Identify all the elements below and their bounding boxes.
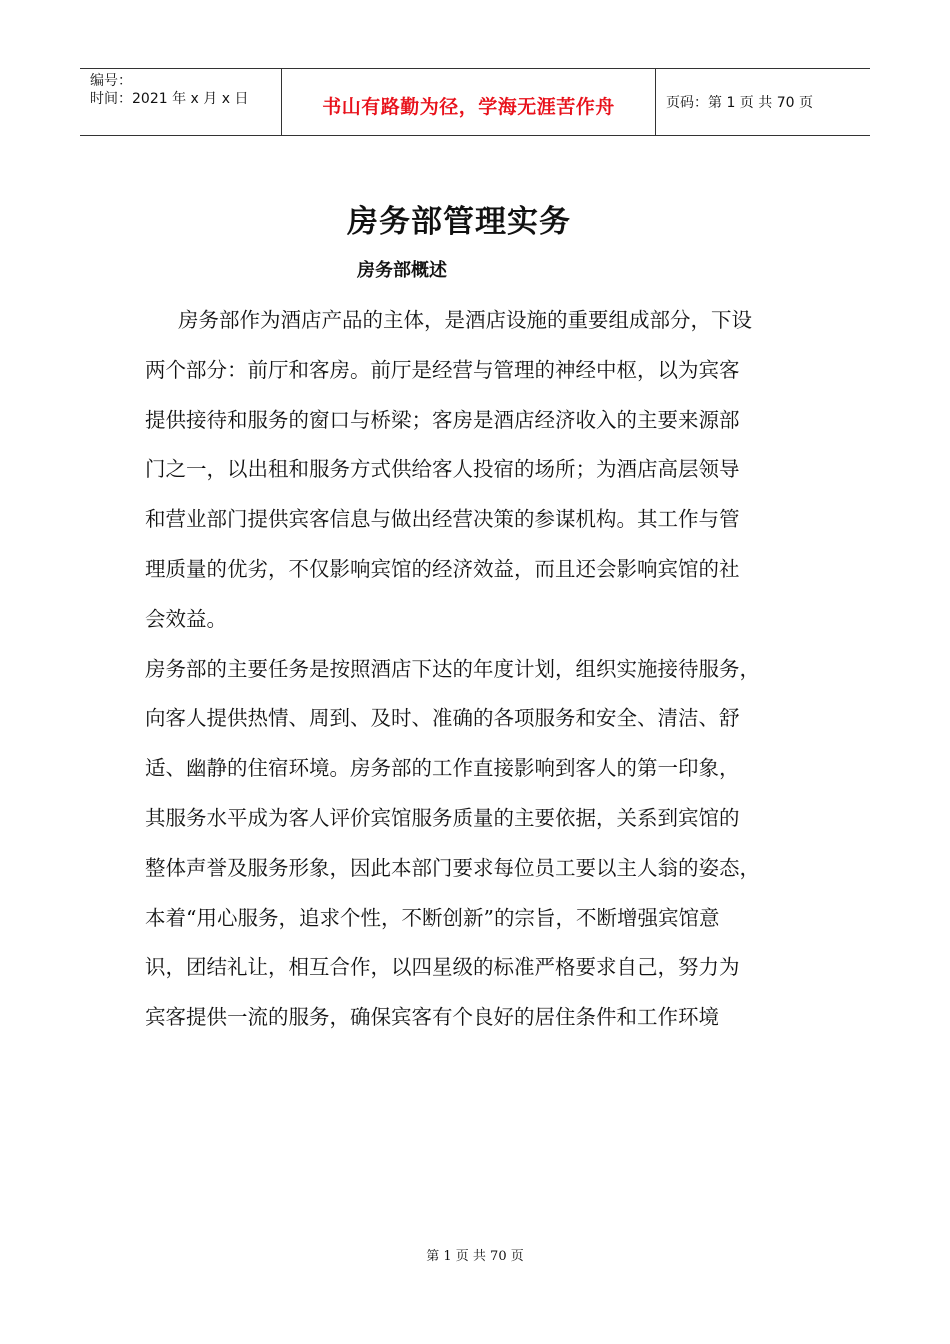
- header-motto: 书山有路勤为径，学海无涯苦作舟: [322, 95, 615, 118]
- header-motto-cell: [282, 69, 656, 135]
- document-time-label: 时间：2021 年 x 月 x 日: [90, 91, 249, 107]
- body-line: 和营业部门提供宾客信息与做出经营决策的参谋机构。其工作与管: [145, 507, 740, 532]
- body-line: 识，团结礼让，相互合作，以四星级的标准严格要求自己，努力为: [145, 955, 740, 980]
- header-page-cell: [656, 69, 870, 135]
- section-subtitle: 房务部概述: [357, 260, 447, 281]
- page-footer: 第 1 页 共 70 页: [426, 1249, 524, 1264]
- body-line: 理质量的优劣，不仅影响宾馆的经济效益，而且还会影响宾馆的社: [145, 556, 740, 581]
- document-body: [145, 302, 845, 1049]
- body-line: 两个部分：前厅和客房。前厅是经营与管理的神经中枢，以为宾客: [145, 357, 740, 382]
- body-line: 适、幽静的住宿环境。房务部的工作直接影响到客人的第一印象，: [145, 756, 740, 781]
- body-line: 宾客提供一流的服务，确保宾客有个良好的居住条件和工作环境: [145, 1005, 719, 1030]
- header-meta-cell: [80, 69, 282, 135]
- document-header: [80, 68, 870, 136]
- body-line: 其服务水平成为客人评价宾馆服务质量的主要依据，关系到宾馆的: [145, 805, 740, 830]
- header-page-code: 页码：第 1 页 共 70 页: [666, 95, 813, 111]
- document-number-label: 编号：: [90, 73, 132, 89]
- body-line: 向客人提供热情、周到、及时、准确的各项服务和安全、清洁、舒: [145, 706, 740, 731]
- body-line: 房务部作为酒店产品的主体，是酒店设施的重要组成部分，下设: [178, 308, 752, 332]
- body-line: 门之一，以出租和服务方式供给客人投宿的场所；为酒店高层领导: [145, 457, 740, 482]
- body-line: 会效益。: [145, 606, 227, 631]
- body-line: 房务部的主要任务是按照酒店下达的年度计划，组织实施接待服务，: [145, 656, 760, 681]
- document-title: 房务部管理实务: [347, 204, 571, 240]
- body-line: 本着“用心服务，追求个性，不断创新”的宗旨，不断增强宾馆意: [145, 905, 720, 930]
- body-line: 提供接待和服务的窗口与桥梁；客房是酒店经济收入的主要来源部: [145, 407, 740, 432]
- body-line: 整体声誉及服务形象，因此本部门要求每位员工要以主人翁的姿态，: [145, 855, 760, 880]
